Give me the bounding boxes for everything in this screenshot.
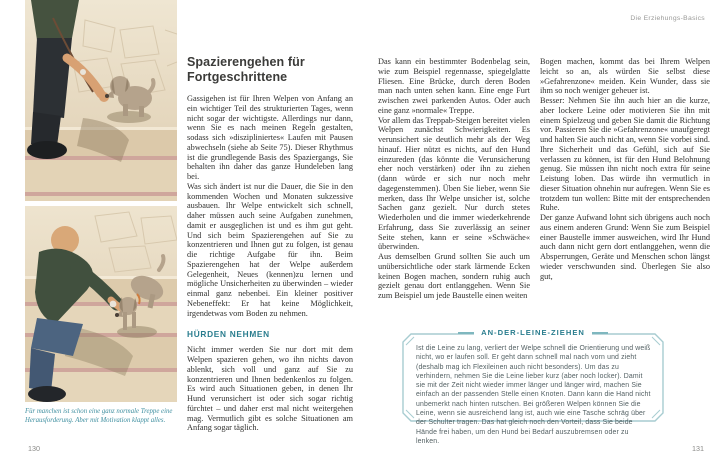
paragraph: Vor allem das Treppab-Steigen bereitet vielen Welpen zunächst Schwierigkeiten. Es verunsichert sie deutlich mehr als der Weg hinauf. Hier nützt es nichts, auf den Hund einzureden (das könnte die Verunsicherung eher noch verstärken) oder ihn zu ziehen (dann würde er sich nur noch mehr dagegenstemmen). Üben Sie lieber, wenn Sie merken, dass Ihr Welpe unsicher ist, solche Sachen ganz gezielt. Nur durch stetes Wiederholen und die immer wiederkehrende Erfahrung, dass Sie zuverlässig an seiner Seite stehen, kann er seine »Schwäche« überwinden. [378, 115, 530, 252]
info-box-body: Ist die Leine zu lang, verliert der Welpe schnell die Orientierung und weiß nicht, wo er laufen soll. Er geht dann schnell mal nach vorn und zieht (deshalb mag ich Flexileinen auch nicht besonders). Um das zu verhindern, nehmen Sie die Leine lieber kurz (aber noch locker). Damit sie mit der Zeit nicht wieder immer länger und länger wird, machen Sie einfach an der passenden Stelle einen Knoten. Dann kann die Hand nicht unbemerkt nach hinten rutschen. Bei größeren Welpen können Sie die Leine, wenn sie ausreichend lang ist, auch wie eine Tasche schräg über der Schulter tragen. Das hat gleich noch den Vorteil, dass Sie beide Hände frei haben, um den Hund bei Bedarf auszubremsen oder zu lenken. [416, 345, 651, 445]
column-right [540, 57, 710, 281]
info-box-title-row [402, 328, 664, 337]
paragraph: Nicht immer werden Sie nur dort mit dem Welpen spazieren gehen, wo ihn nichts davon ablenkt, sich voll und ganz auf Sie zu konzentrieren und Ihnen bedenkenlos zu folgen. Es wird auch Situationen geben, in denen Ihr Hund verunsichert ist oder sich sogar richtig fürchtet – und daher erst mal nicht weitergehen mag. Vermutlich gibt es solche Situationen am Anfang sogar täglich. [187, 345, 353, 433]
page-number-131: 131 [692, 444, 704, 453]
paragraph: Das kann ein bestimmter Bodenbelag sein, wie zum Beispiel regennasse, spiegelglatte Fliesen. Eine Brücke, durch deren Boden man nach unten sehen kann. Eine enge Furt zwischen zwei parkenden Autos. Oder auch eine ganz »normale« Treppe. [378, 57, 530, 115]
photo-man-helping-puppy-down-stairs [25, 206, 177, 402]
info-box-title: AN-DER-LEINE-ZIEHEN [474, 328, 592, 337]
column-middle [378, 57, 530, 301]
title-dash-left-icon [458, 332, 474, 334]
paragraph: Was sich ändert ist nur die Dauer, die Sie in den kommenden Wochen und Monaten sukzessive ausbauen. Ihr Welpe entwickelt sich schnell, daher müssen auch seine Aufgaben zunehmen, damit er ausgeglichen ist und es ihm gut geht. Und sich beim Spazierengehen auf Sie zu konzentrieren und Ihnen gut zu folgen, ist genau die richtige Aufgabe für ihn. Beim Spazierengehen hat der Welpe außerdem Gelegenheit, Neues (kennen)zu lernen und mögliche Unsicherheiten zu überwinden – wieder einmal ganz nebenbei. Ein kleiner positiver Nebeneffekt: Er hat keine Möglichkeit, irgendetwas vom Boden zu nehmen. [187, 181, 353, 318]
article-heading: Spazierengehen für Fortgeschrittene [187, 55, 305, 84]
photo-puppy-top-of-stairs [25, 0, 177, 201]
photo-top-illustration [25, 0, 177, 201]
subheading-huerden-nehmen: HÜRDEN NEHMEN [187, 329, 270, 340]
paragraph: Besser: Nehmen Sie ihn auch hier an die kurze, aber lockere Leine oder motivieren Sie ihn mit einem Spielzeug und geben Sie damit die Richtung vor. Passieren Sie die »Gefahrenzone« unaufgeregt und halten Sie auch nicht an, wenn Sie vorbei sind. Ihre Sicherheit und das Gefühl, sich auf Sie verlassen zu können, ist für den Hund Belohnung genug. Sie müssen ihn nicht noch extra für seine Leistung loben. Das würde ihn vermutlich in dieser Situation ohnehin nur aufregen. Wenn Sie es trotzdem tun wollen: Bitte mit der entsprechenden Ruhe. [540, 96, 710, 213]
running-head: Die Erziehungs-Basics [630, 15, 705, 22]
info-box-leine-ziehen [402, 328, 664, 445]
photo-bottom-illustration [25, 206, 177, 402]
paragraph: Gassigehen ist für Ihren Welpen von Anfang an ein wichtiger Teil des strukturierten Tages, wenn nicht sogar der wichtigste. Allerdings nur dann, wenn Sie es nach meinen Regeln gestalten, sodass sich »diszipliniertes« Laufen mit Pausen abwechseln (siehe ab Seite 75). Dieser Rhythmus ist die grundlegende Basis des Spaziergangs, Sie behalten ihn daher das ganze Hundeleben lang bei. [187, 94, 353, 181]
paragraph: Der ganze Aufwand lohnt sich übrigens auch noch aus einem anderen Grund: Wenn Sie zum Beispiel einer Baustelle immer ausweichen, wird Ihr Hund auch dann nicht gern dort entlanggehen, wenn die Absperrungen, Geräte und Menschen schon längst wieder verschwunden sind. Überlegen Sie also gut, [540, 213, 710, 281]
title-dash-right-icon [592, 332, 608, 334]
column-article-start [187, 55, 353, 433]
page-number-130: 130 [28, 444, 40, 453]
photo-caption: Für manchen ist schon eine ganz normale Treppe eine Herausforderung. Aber mit Motivation klappt alles. [25, 408, 173, 424]
paragraph: Aus demselben Grund sollten Sie auch um unübersichtliche oder stark lärmende Ecken keinen Bogen machen, sondern ruhig auch gezielt genau dort entlanggehen. Wenn Sie zum Beispiel um jede Baustelle einen weiten [378, 252, 530, 300]
paragraph: Bogen machen, kommt das bei Ihrem Welpen leicht so an, als würden Sie selbst diese »Gefahrenzone« meiden. Kein Wunder, dass sie ihm so noch weniger geheuer ist. [540, 57, 710, 96]
